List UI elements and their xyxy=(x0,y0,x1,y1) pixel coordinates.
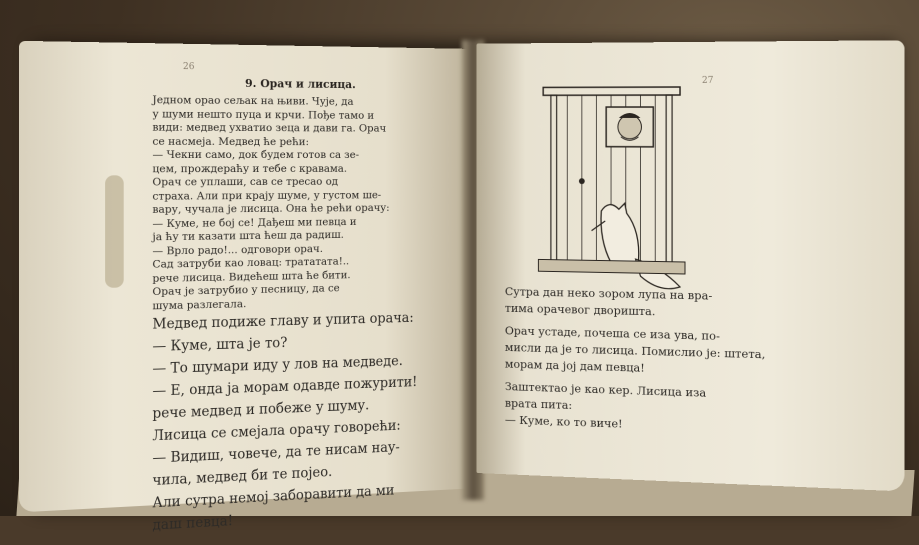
text-line: цем, прождераћу и тебе с кравама. xyxy=(152,162,348,175)
text-line: Сад затруби као ловац: трататата!.. xyxy=(152,255,350,271)
text-line: у шуми нешто пуца и крчи. Пође тамо и xyxy=(152,107,375,122)
text-line: Заштектао је као кер. Лисица иза xyxy=(504,379,707,400)
text-line: рече лисица. Видећеш шта ће бити. xyxy=(152,268,351,285)
text-line: Медвед подиже главу и упита орача: xyxy=(152,310,414,333)
text-line: даш певца! xyxy=(152,513,234,534)
text-line: Орач је затрубио у песницу, да се xyxy=(152,282,340,299)
story-title: 9. Орач и лисица. xyxy=(245,76,356,92)
text-line: тима орачевог дворишта. xyxy=(504,300,656,319)
page-stain xyxy=(105,175,124,288)
text-line: — Видиш, човече, да те нисам нау- xyxy=(152,439,400,467)
text-line: морам да јој дам певца! xyxy=(504,356,645,375)
left-page-number: 26 xyxy=(182,61,195,73)
right-page-number: 27 xyxy=(701,75,714,86)
text-line: Орач устаде, почеша се иза ува, по- xyxy=(504,323,720,343)
text-line: — Врло радо!... одговори орач. xyxy=(152,242,323,257)
text-line: рече медвед и побеже у шуму. xyxy=(152,397,370,423)
right-page-text xyxy=(505,283,863,441)
text-line: — То шумари иду у лов на медведе. xyxy=(152,353,403,378)
text-line: ја ћу ти казати шта ћеш да радиш. xyxy=(152,228,344,244)
text-line: врата пита: xyxy=(504,395,573,412)
text-line: чила, медвед би те појео. xyxy=(152,464,333,490)
text-line: — Куме, ко то виче! xyxy=(504,412,623,431)
text-line: — Е, онда ја морам одавде пожурити! xyxy=(152,374,418,400)
text-line: вару, чучала је лисица. Она ће рећи орачу: xyxy=(152,202,390,216)
text-line: шума разлегала. xyxy=(152,297,247,312)
fox-at-door-illustration xyxy=(534,82,690,302)
left-page-text xyxy=(152,94,454,537)
text-line: — Куме, шта је то? xyxy=(152,335,288,356)
text-line: мисли да је то лисица. Помислио је: штета, xyxy=(504,340,766,362)
text-line: Једном орао сељак на њиви. Чује, да xyxy=(152,93,354,108)
text-line: види: медвед ухватио зеца и дави га. Орач xyxy=(152,121,387,135)
text-line: Орач се уплаши, сав се тресао од xyxy=(152,175,338,189)
text-line: — Чекни само, док будем готов са зе- xyxy=(152,148,360,162)
text-line: страха. Али при крају шуме, у густом ше- xyxy=(152,188,382,203)
left-page xyxy=(19,41,470,534)
right-page xyxy=(476,40,904,491)
text-line: Лисица се смејала орачу говорећи: xyxy=(152,417,401,445)
text-line: Али сутра немој заборавити да ми xyxy=(152,482,395,512)
text-line: — Куме, не бој се! Дађеш ми певца и xyxy=(152,215,357,230)
text-line: се насмеја. Медвед ће рећи: xyxy=(152,135,309,148)
text-line: Сутра дан неко зором лупа на вра- xyxy=(504,284,713,303)
